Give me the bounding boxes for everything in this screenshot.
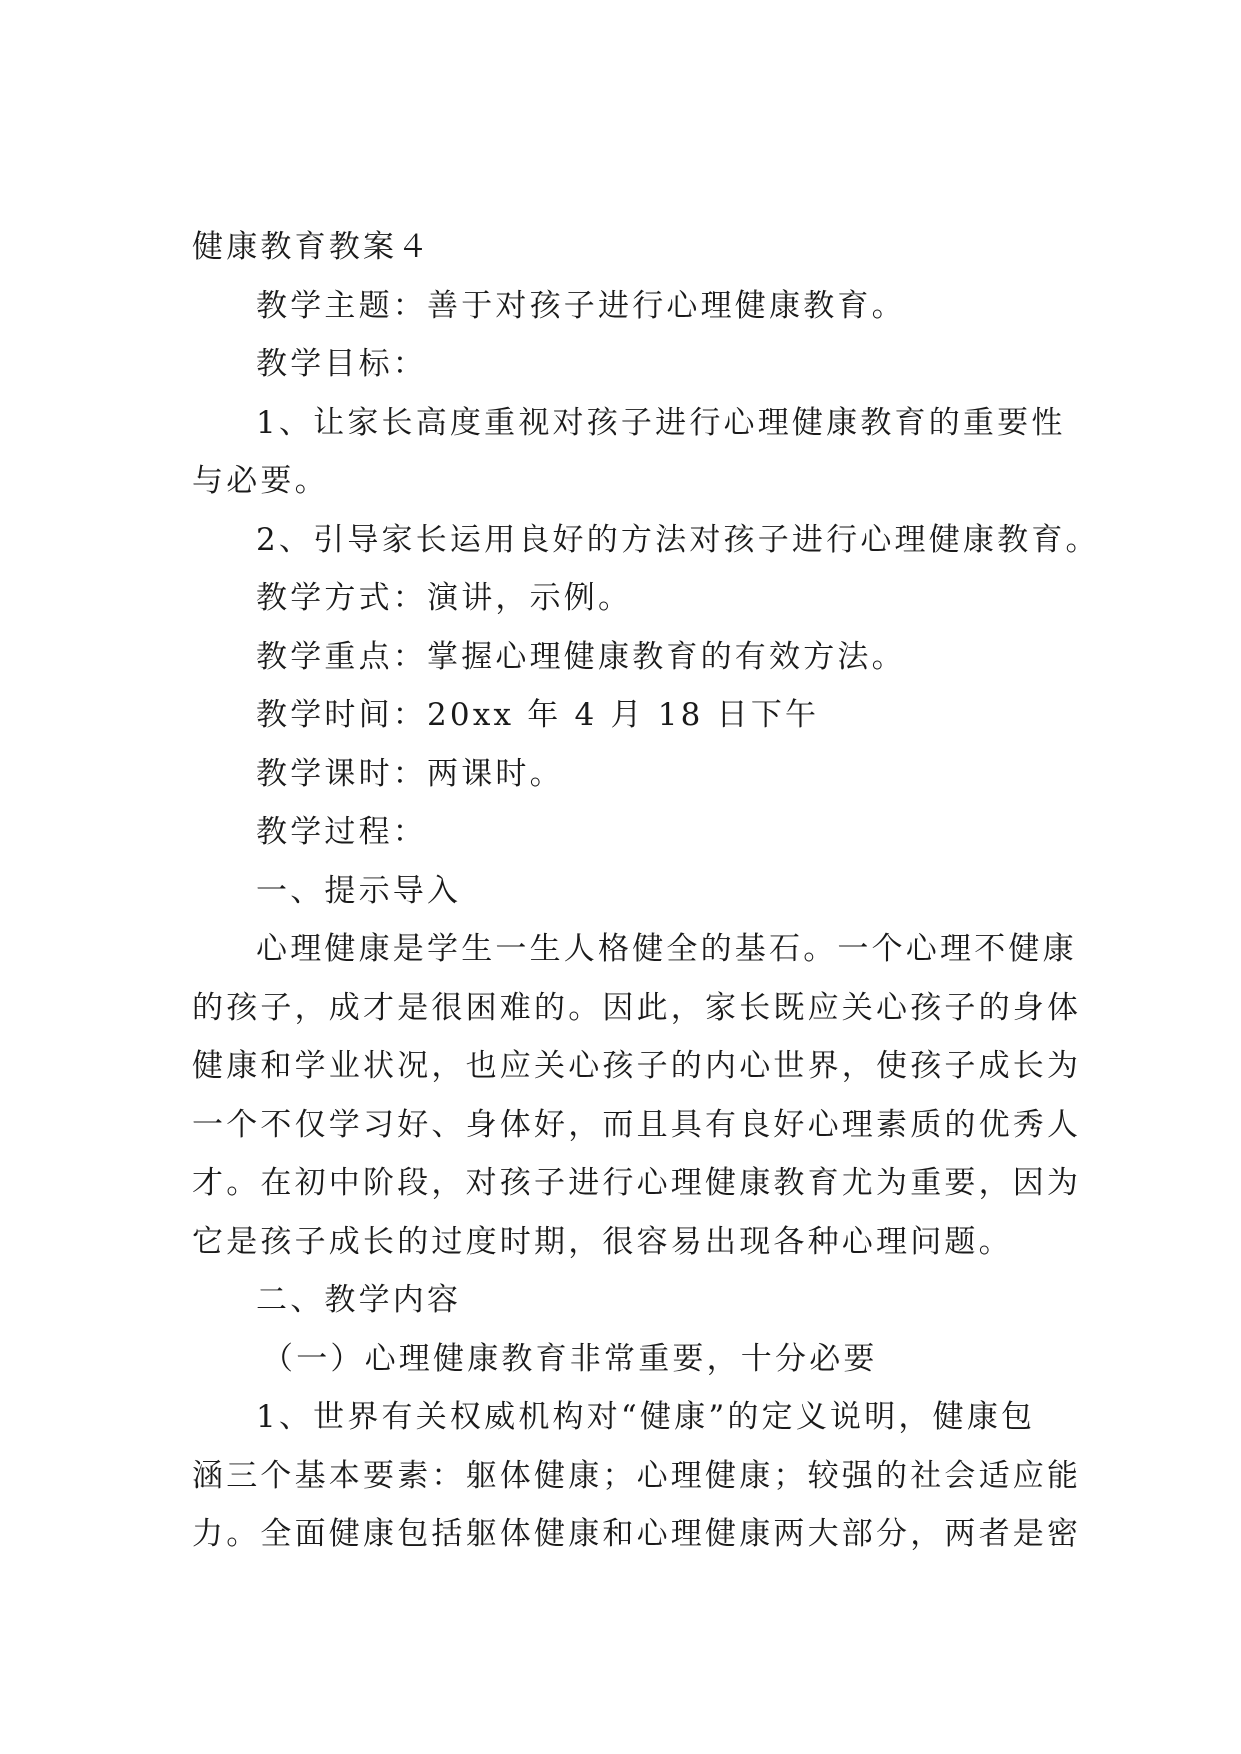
line-goal-1-continued: 与必要。: [192, 463, 329, 499]
line-teaching-time: 教学时间：20xx 年 4 月 18 日下午: [256, 697, 820, 733]
line-teaching-goals-heading: 教学目标：: [256, 346, 427, 382]
line-teaching-hours: 教学课时：两课时。: [256, 755, 564, 792]
line-teaching-focus: 教学重点：掌握心理健康教育的有效方法。: [256, 638, 906, 675]
line-teaching-method: 教学方式：演讲，示例。: [256, 580, 633, 616]
document-body: [192, 218, 1100, 1564]
subsection-heading-importance: （一）心理健康教育非常重要，十分必要: [262, 1340, 878, 1377]
document-title: 健康教育教案４: [192, 229, 432, 265]
paragraph-health-definition-line: 力。全面健康包括躯体健康和心理健康两大部分，两者是密: [192, 1516, 1082, 1552]
paragraph-intro-line: 心理健康是学生一生人格健全的基石。一个心理不健康: [256, 931, 1077, 967]
line-teaching-theme: 教学主题：善于对孩子进行心理健康教育。: [256, 287, 906, 324]
line-goal-1: 1、让家长高度重视对孩子进行心理健康教育的重要性: [256, 404, 1066, 441]
section-heading-content: 二、教学内容: [256, 1282, 462, 1318]
line-teaching-process-heading: 教学过程：: [256, 814, 427, 850]
paragraph-intro-line: 的孩子，成才是很困难的。因此，家长既应关心孩子的身体: [192, 989, 1082, 1026]
paragraph-intro-line: 它是孩子成长的过度时期，很容易出现各种心理问题。: [192, 1223, 1013, 1260]
section-heading-intro: 一、提示导入: [256, 872, 462, 909]
paragraph-intro-line: 才。在初中阶段，对孩子进行心理健康教育尤为重要，因为: [192, 1165, 1082, 1201]
paragraph-health-definition-line: 1、世界有关权威机构对“健康”的定义说明，健康包: [256, 1399, 1036, 1435]
line-goal-2: 2、引导家长运用良好的方法对孩子进行心理健康教育。: [256, 521, 1100, 558]
paragraph-intro-line: 健康和学业状况，也应关心孩子的内心世界，使孩子成长为: [192, 1048, 1082, 1084]
paragraph-intro-line: 一个不仅学习好、身体好，而且具有良好心理素质的优秀人: [192, 1106, 1082, 1143]
paragraph-health-definition-line: 涵三个基本要素：躯体健康；心理健康；较强的社会适应能: [192, 1457, 1082, 1494]
